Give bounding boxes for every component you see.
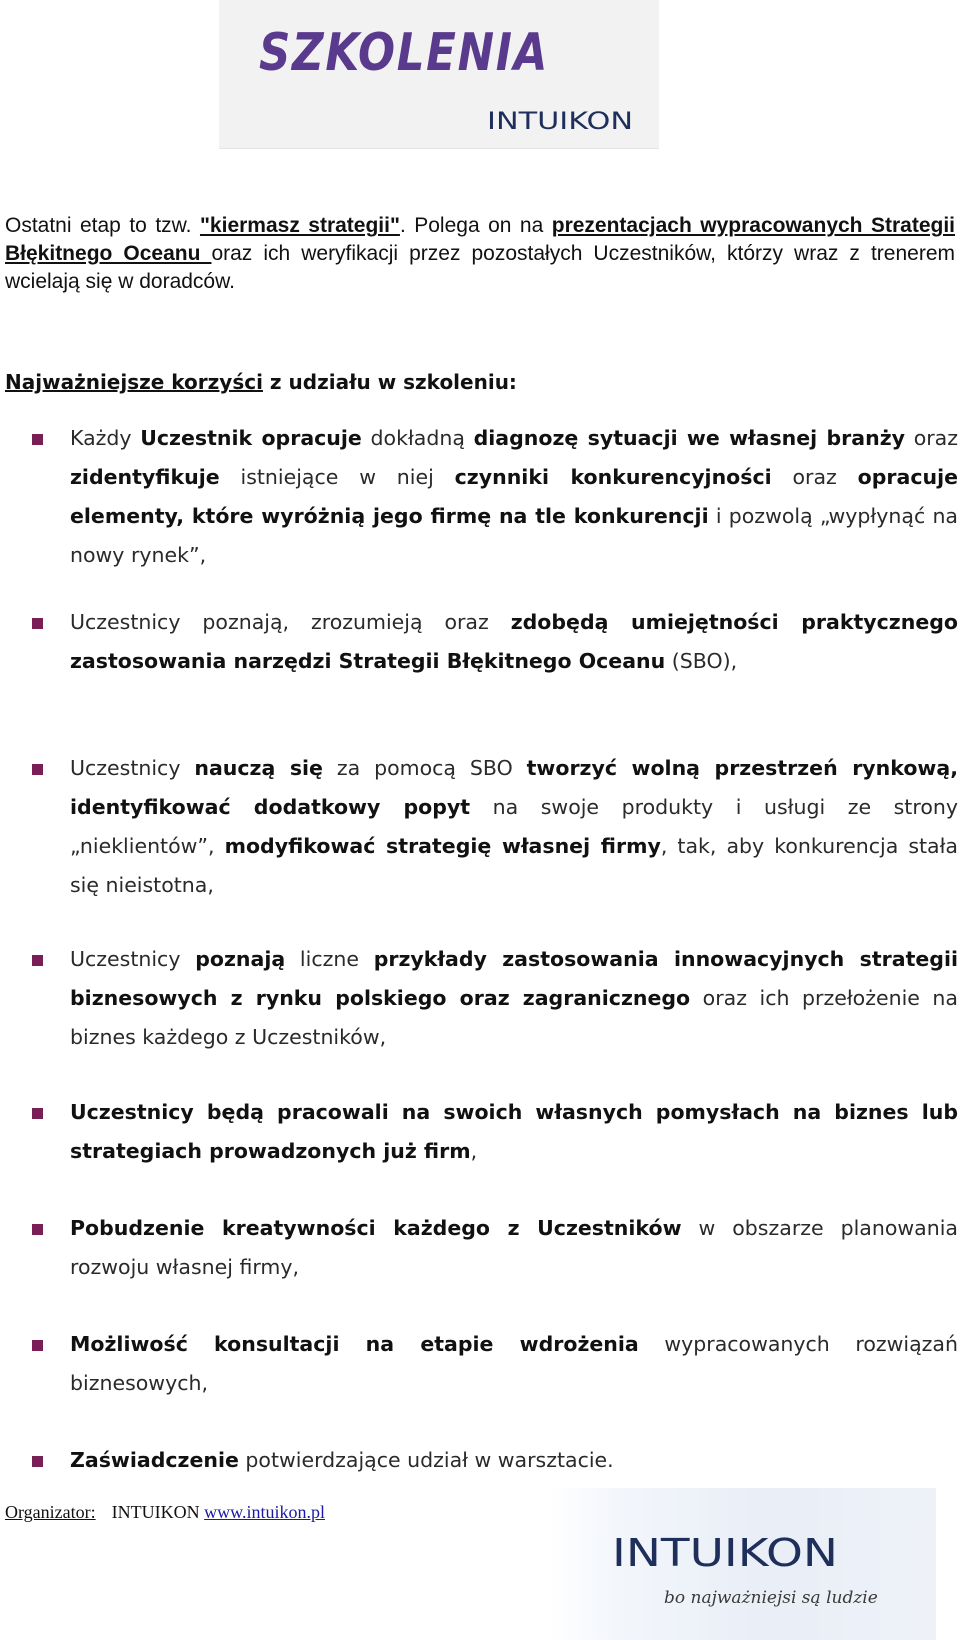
benefit-run: i pozwolą „wypłynąć na nowy rynek”, <box>70 504 958 567</box>
benefit-item <box>70 1441 958 1480</box>
benefit-run: w obszarze planowania rozwoju własnej firmy, <box>70 1216 958 1279</box>
benefit-run: oraz ich przełożenie na biznes każdego z Uczestników, <box>70 986 958 1049</box>
intro-text-2: . Polega on na <box>399 214 552 237</box>
benefit-run: dokładną <box>361 426 474 450</box>
intuikon-header-logo <box>487 103 637 137</box>
benefit-item <box>70 1325 958 1403</box>
footer-logo-brand: INTUIKON <box>612 1531 838 1575</box>
intro-text-1: Ostatni etap to tzw. <box>5 214 200 237</box>
intro-paragraph <box>5 212 955 296</box>
header-logo-brand: INTUIKON <box>487 107 633 135</box>
prezentacje-term: prezentacjach wypracowanych Strategii Błękitnego Oceanu <box>5 214 955 265</box>
square-bullet-icon <box>32 764 43 775</box>
benefit-emphasis: czynniki konkurencyjności <box>454 465 772 489</box>
benefit-item <box>70 940 958 1057</box>
square-bullet-icon <box>32 955 43 966</box>
benefit-item <box>70 419 958 575</box>
benefit-item <box>70 1093 958 1171</box>
section-heading-rest: z udziału w szkoleniu: <box>262 370 517 394</box>
header-logo <box>219 0 659 149</box>
benefit-run: wypracowanych rozwiązań biznesowych, <box>70 1332 958 1395</box>
benefit-emphasis: Uczestnik opracuje <box>140 426 362 450</box>
benefit-run: Uczestnicy poznają, zrozumieją oraz <box>70 610 511 634</box>
benefit-emphasis: Uczestnicy będą pracowali na swoich własnych pomysłach na biznes lub strategiach prowadzonych już firm <box>70 1100 958 1163</box>
benefit-emphasis: tworzyć wolną przestrzeń rynkową, identyfikować dodatkowy popyt <box>70 756 958 819</box>
benefit-emphasis: zdobędą umiejętności praktycznego zastosowania narzędzi Strategii Błękitnego Oceanu <box>70 610 958 673</box>
square-bullet-icon <box>32 618 43 629</box>
benefit-run: potwierdzające udział w warsztacie. <box>238 1448 614 1472</box>
benefit-emphasis: modyfikować strategię własnej firmy <box>224 834 661 858</box>
benefit-run: Uczestnicy <box>70 756 195 780</box>
benefit-emphasis: Zaświadczenie <box>70 1448 239 1472</box>
benefit-item <box>70 1209 958 1287</box>
square-bullet-icon <box>32 434 43 445</box>
benefit-run: liczne <box>285 947 374 971</box>
benefit-text <box>70 1216 958 1279</box>
square-bullet-icon <box>32 1224 43 1235</box>
benefit-run: istniejące w niej <box>219 465 455 489</box>
organizer-label: Organizator: <box>5 1502 96 1522</box>
benefit-run: , <box>470 1139 478 1163</box>
benefit-text <box>70 426 958 567</box>
benefit-text <box>70 756 958 897</box>
benefit-run: za pomocą SBO <box>322 756 527 780</box>
benefit-run: , tak, aby konkurencja stała się nieistotna, <box>70 834 958 897</box>
organizer-name: INTUIKON <box>111 1502 205 1522</box>
benefit-text <box>70 1100 958 1163</box>
benefit-run: (SBO), <box>665 649 738 673</box>
benefit-run: oraz <box>771 465 858 489</box>
square-bullet-icon <box>32 1456 43 1467</box>
benefit-emphasis: nauczą się <box>194 756 323 780</box>
square-bullet-icon <box>32 1340 43 1351</box>
kiermasz-strategii-term: "kiermasz strategii" <box>199 214 400 237</box>
benefit-emphasis: poznają <box>195 947 286 971</box>
intuikon-website-link[interactable]: www.intuikon.pl <box>204 1502 325 1522</box>
benefit-item <box>70 603 958 681</box>
benefit-run: Uczestnicy <box>70 947 196 971</box>
benefit-text <box>70 1332 958 1395</box>
benefit-item <box>70 749 958 905</box>
benefit-text <box>70 1448 614 1472</box>
square-bullet-icon <box>32 1108 43 1119</box>
benefit-emphasis: zidentyfikuje <box>70 465 220 489</box>
benefit-emphasis: Pobudzenie kreatywności każdego z Uczestników <box>70 1216 682 1240</box>
benefit-text <box>70 610 958 673</box>
benefit-emphasis: opracuje elementy, które wyróżnią jego firmę na tle konkurencji <box>70 465 959 528</box>
intro-text-3: oraz ich weryfikacji przez pozostałych Uczestników, którzy wraz z trenerem wcielają się w doradców. <box>5 242 955 293</box>
benefit-emphasis: przykłady zastosowania innowacyjnych strategii biznesowych z rynku polskiego oraz zagranicznego <box>70 947 958 1010</box>
benefit-run: na swoje produkty i usługi ze strony „nieklientów”, <box>70 795 958 858</box>
szkolenia-logo <box>259 20 559 83</box>
section-heading-underlined: Najważniejsze korzyści <box>5 370 263 394</box>
benefit-text <box>70 947 958 1049</box>
section-heading <box>5 368 517 396</box>
footer-logo <box>548 1488 936 1640</box>
footer-tagline: bo najważniejsi są ludzie <box>664 1588 878 1608</box>
benefit-emphasis: Możliwość konsultacji na etapie wdrożenia <box>70 1332 639 1356</box>
intuikon-footer-logo <box>612 1530 842 1574</box>
benefit-emphasis: diagnozę sytuacji we własnej branży <box>473 426 906 450</box>
benefit-run: Każdy <box>70 426 141 450</box>
organizer-line <box>5 1500 325 1524</box>
logo-word: SZKOLENIA <box>259 23 549 83</box>
benefit-run: oraz <box>905 426 958 450</box>
